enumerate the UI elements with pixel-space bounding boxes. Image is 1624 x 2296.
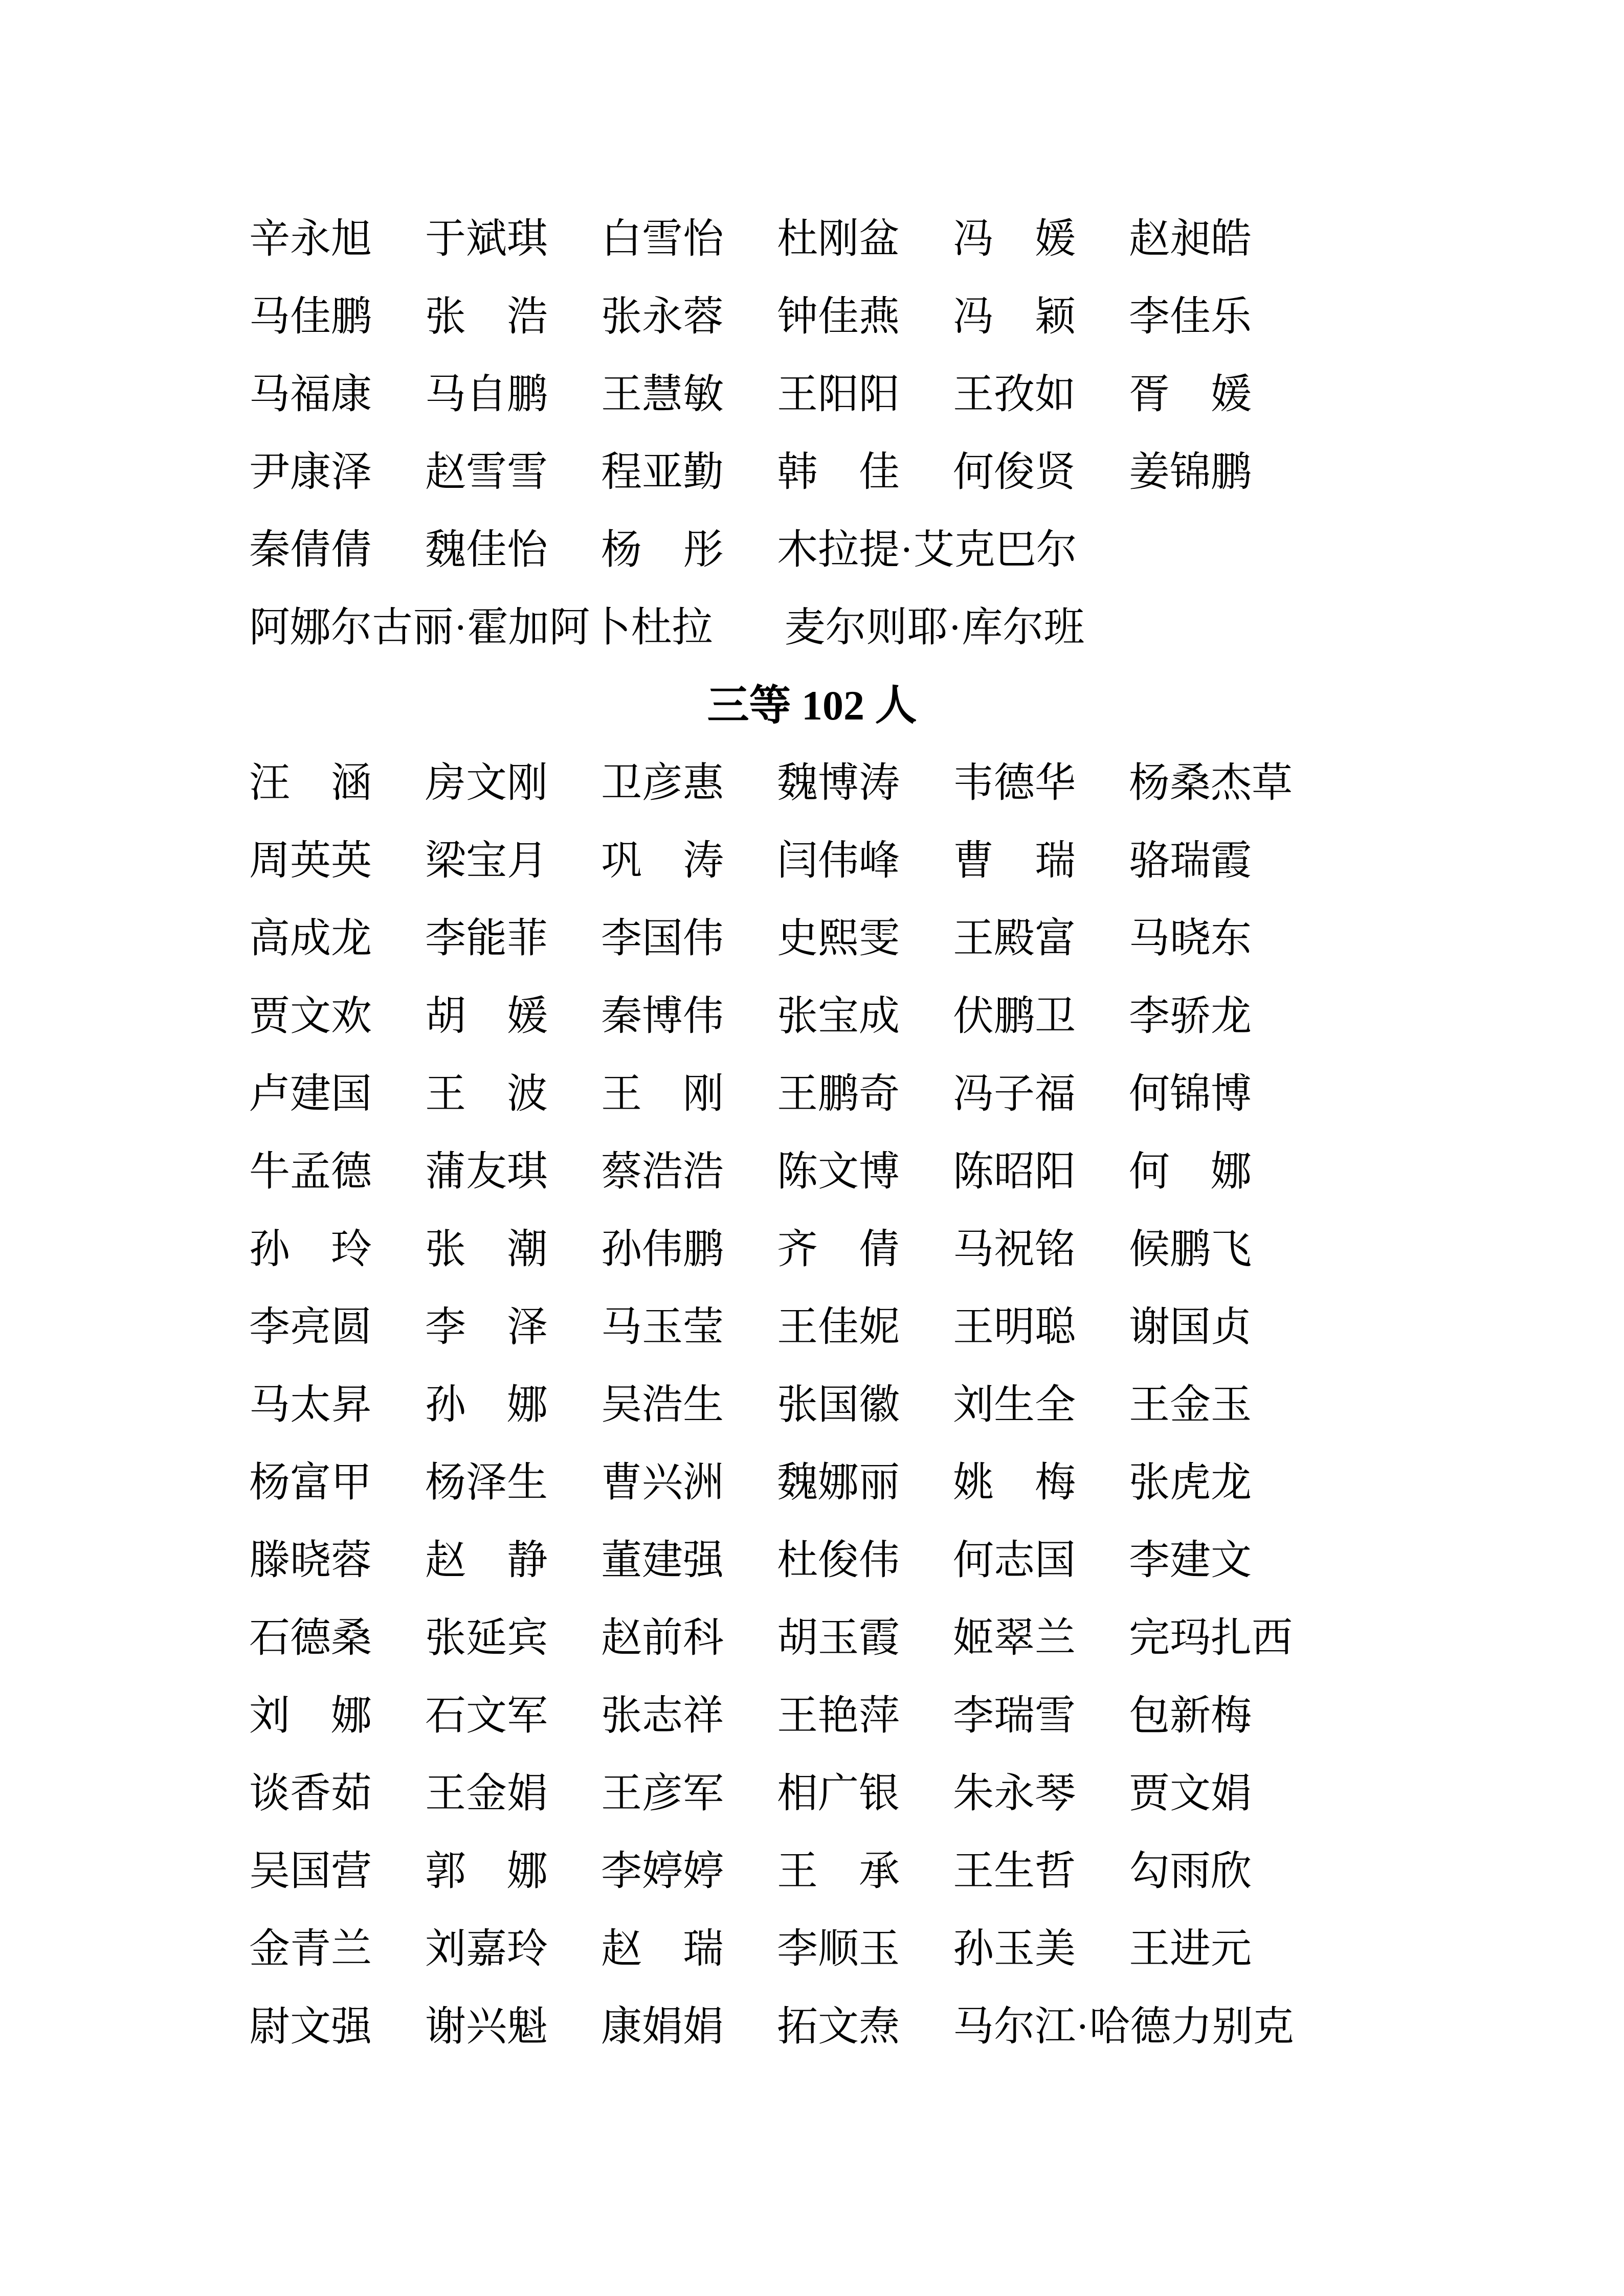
name-cell: 张 浩 <box>425 295 548 340</box>
name-cell: 赵 瑞 <box>601 1927 724 1972</box>
name-cell: 相广银 <box>777 1771 900 1816</box>
name-cell: 谢国贞 <box>1129 1305 1252 1350</box>
name-cell: 贾文娟 <box>1129 1771 1252 1816</box>
name-cell: 尹康泽 <box>249 450 372 495</box>
name-cell: 杨 彤 <box>601 528 724 573</box>
name-cell: 吴浩生 <box>601 1383 724 1428</box>
name-cell: 张宝成 <box>777 994 900 1039</box>
name-row <box>0 434 1624 511</box>
name-cell: 闫伟峰 <box>777 839 900 884</box>
name-cell: 张延宾 <box>425 1616 548 1661</box>
name-list-upper <box>0 200 1624 667</box>
name-row <box>0 589 1624 667</box>
name-cell: 王 波 <box>425 1072 548 1117</box>
name-row <box>0 1055 1624 1133</box>
name-cell: 胡玉霞 <box>777 1616 900 1661</box>
name-row <box>0 1833 1624 1910</box>
name-cell: 高成龙 <box>249 916 372 961</box>
name-cell: 孙玉美 <box>953 1927 1076 1972</box>
name-cell: 于斌琪 <box>425 217 548 262</box>
name-cell: 李国伟 <box>601 916 724 961</box>
name-cell: 骆瑞霞 <box>1129 839 1252 884</box>
name-cell: 李婷婷 <box>601 1849 724 1894</box>
name-cell: 刘 娜 <box>249 1694 372 1739</box>
name-cell: 包新梅 <box>1129 1694 1252 1739</box>
name-cell: 陈昭阳 <box>953 1150 1076 1195</box>
name-row <box>0 900 1624 978</box>
name-row <box>0 978 1624 1055</box>
name-cell: 秦倩倩 <box>249 528 372 573</box>
name-cell: 卢建国 <box>249 1072 372 1117</box>
name-cell: 杜俊伟 <box>777 1538 900 1583</box>
name-cell: 陈文博 <box>777 1150 900 1195</box>
name-cell: 郭 娜 <box>425 1849 548 1894</box>
name-cell: 李顺玉 <box>777 1927 900 1972</box>
name-cell: 赵前科 <box>601 1616 724 1661</box>
name-cell: 马太昇 <box>249 1383 372 1428</box>
name-cell: 曹 瑞 <box>953 839 1076 884</box>
name-cell: 魏博涛 <box>777 761 900 806</box>
name-cell: 李能菲 <box>425 916 548 961</box>
name-cell: 康娟娟 <box>601 2005 724 2050</box>
name-cell: 蒲友琪 <box>425 1150 548 1195</box>
name-cell: 杜刚盆 <box>777 217 900 262</box>
name-cell: 李骄龙 <box>1129 994 1252 1039</box>
name-cell: 姬翠兰 <box>953 1616 1076 1661</box>
name-cell: 牛孟德 <box>249 1150 372 1195</box>
name-cell: 马自鹏 <box>425 372 548 417</box>
name-cell: 张 潮 <box>425 1227 548 1272</box>
name-cell: 王鹏奇 <box>777 1072 900 1117</box>
name-cell: 李建文 <box>1129 1538 1252 1583</box>
name-cell: 孙伟鹏 <box>601 1227 724 1272</box>
name-cell: 赵雪雪 <box>425 450 548 495</box>
name-cell: 勾雨欣 <box>1129 1849 1252 1894</box>
name-row <box>0 1289 1624 1366</box>
name-cell: 齐 倩 <box>777 1227 900 1272</box>
name-cell: 卫彦惠 <box>601 761 724 806</box>
name-row <box>0 1755 1624 1833</box>
name-cell: 马祝铭 <box>953 1227 1076 1272</box>
name-cell: 胡 媛 <box>425 994 548 1039</box>
name-cell: 魏娜丽 <box>777 1460 900 1505</box>
name-cell: 李佳乐 <box>1129 295 1252 340</box>
name-cell: 尉文强 <box>249 2005 372 2050</box>
name-row <box>0 200 1624 278</box>
name-cell: 韦德华 <box>953 761 1076 806</box>
name-cell: 姜锦鹏 <box>1129 450 1252 495</box>
name-cell: 赵昶皓 <box>1129 217 1252 262</box>
name-cell: 麦尔则耶·库尔班 <box>784 605 1085 650</box>
name-row <box>0 511 1624 589</box>
name-row <box>0 1522 1624 1600</box>
name-cell: 李 泽 <box>425 1305 548 1350</box>
name-cell: 王慧敏 <box>601 372 724 417</box>
name-cell: 木拉提·艾克巴尔 <box>777 528 1077 573</box>
name-cell: 孙 玲 <box>249 1227 372 1272</box>
name-cell: 阿娜尔古丽·霍加阿卜杜拉 <box>249 605 713 650</box>
name-cell: 孙 娜 <box>425 1383 548 1428</box>
name-row <box>0 1444 1624 1522</box>
name-cell: 马佳鹏 <box>249 295 372 340</box>
name-cell: 杨桑杰草 <box>1129 761 1293 806</box>
name-cell: 辛永旭 <box>249 217 372 262</box>
name-cell: 何锦博 <box>1129 1072 1252 1117</box>
name-row <box>0 1366 1624 1444</box>
name-row <box>0 1910 1624 1988</box>
name-cell: 马晓东 <box>1129 916 1252 961</box>
name-cell: 拓文焘 <box>777 2005 900 2050</box>
name-cell: 秦博伟 <box>601 994 724 1039</box>
name-cell: 张虎龙 <box>1129 1460 1252 1505</box>
name-cell: 王金娟 <box>425 1771 548 1816</box>
name-cell: 梁宝月 <box>425 839 548 884</box>
name-cell: 巩 涛 <box>601 839 724 884</box>
name-row <box>0 745 1624 822</box>
name-cell: 冯子福 <box>953 1072 1076 1117</box>
name-row <box>0 278 1624 356</box>
name-cell: 王殿富 <box>953 916 1076 961</box>
name-cell: 蔡浩浩 <box>601 1150 724 1195</box>
name-cell: 石文军 <box>425 1694 548 1739</box>
name-cell: 马玉莹 <box>601 1305 724 1350</box>
name-cell: 候鹏飞 <box>1129 1227 1252 1272</box>
name-cell: 张永蓉 <box>601 295 724 340</box>
name-cell: 张志祥 <box>601 1694 724 1739</box>
name-cell: 马福康 <box>249 372 372 417</box>
name-cell: 朱永琴 <box>953 1771 1076 1816</box>
name-cell: 曹兴洲 <box>601 1460 724 1505</box>
name-cell: 冯 媛 <box>953 217 1076 262</box>
name-cell: 李瑞雪 <box>953 1694 1076 1739</box>
name-cell: 王进元 <box>1129 1927 1252 1972</box>
name-list-third-class <box>0 745 1624 2066</box>
name-cell: 刘嘉玲 <box>425 1927 548 1972</box>
name-cell: 王彦军 <box>601 1771 724 1816</box>
name-cell: 谢兴魁 <box>425 2005 548 2050</box>
name-cell: 赵 静 <box>425 1538 548 1583</box>
name-cell: 滕晓蓉 <box>249 1538 372 1583</box>
name-cell: 王孜如 <box>953 372 1076 417</box>
name-row <box>0 1677 1624 1755</box>
name-row <box>0 356 1624 434</box>
name-cell: 马尔江·哈德力别克 <box>953 2005 1294 2050</box>
name-row <box>0 1600 1624 1677</box>
name-cell: 王阳阳 <box>777 372 900 417</box>
name-cell: 王生哲 <box>953 1849 1076 1894</box>
name-cell: 钟佳燕 <box>777 295 900 340</box>
name-cell: 杨富甲 <box>249 1460 372 1505</box>
name-cell: 王艳萍 <box>777 1694 900 1739</box>
name-cell: 白雪怡 <box>601 217 724 262</box>
name-cell: 杨泽生 <box>425 1460 548 1505</box>
name-cell: 程亚勤 <box>601 450 724 495</box>
name-cell: 完玛扎西 <box>1129 1616 1293 1661</box>
name-cell: 董建强 <box>601 1538 724 1583</box>
name-cell: 刘生全 <box>953 1383 1076 1428</box>
name-cell: 贾文欢 <box>249 994 372 1039</box>
name-cell: 周英英 <box>249 839 372 884</box>
name-cell: 汪 涵 <box>249 761 372 806</box>
name-cell: 何 娜 <box>1129 1150 1252 1195</box>
name-cell: 王明聪 <box>953 1305 1076 1350</box>
name-cell: 金青兰 <box>249 1927 372 1972</box>
name-cell: 魏佳怡 <box>425 528 548 573</box>
name-cell: 王金玉 <box>1129 1383 1252 1428</box>
name-cell: 冯 颖 <box>953 295 1076 340</box>
name-row <box>0 1988 1624 2066</box>
name-cell: 张国徽 <box>777 1383 900 1428</box>
name-cell: 谈香茹 <box>249 1771 372 1816</box>
name-row <box>0 822 1624 900</box>
name-cell: 史熙雯 <box>777 916 900 961</box>
name-row <box>0 1133 1624 1211</box>
name-cell: 何俊贤 <box>953 450 1076 495</box>
name-cell: 胥 媛 <box>1129 372 1252 417</box>
section-heading-third-class: 三等 102 人 <box>707 682 917 729</box>
name-cell: 石德桑 <box>249 1616 372 1661</box>
name-cell: 王 承 <box>777 1849 900 1894</box>
name-cell: 何志国 <box>953 1538 1076 1583</box>
name-cell: 韩 佳 <box>777 450 900 495</box>
name-cell: 王佳妮 <box>777 1305 900 1350</box>
name-cell: 王 刚 <box>601 1072 724 1117</box>
name-cell: 伏鹏卫 <box>953 994 1076 1039</box>
name-cell: 吴国营 <box>249 1849 372 1894</box>
name-cell: 房文刚 <box>425 761 548 806</box>
name-cell: 李亮圆 <box>249 1305 372 1350</box>
name-cell: 姚 梅 <box>953 1460 1076 1505</box>
name-row <box>0 1211 1624 1289</box>
